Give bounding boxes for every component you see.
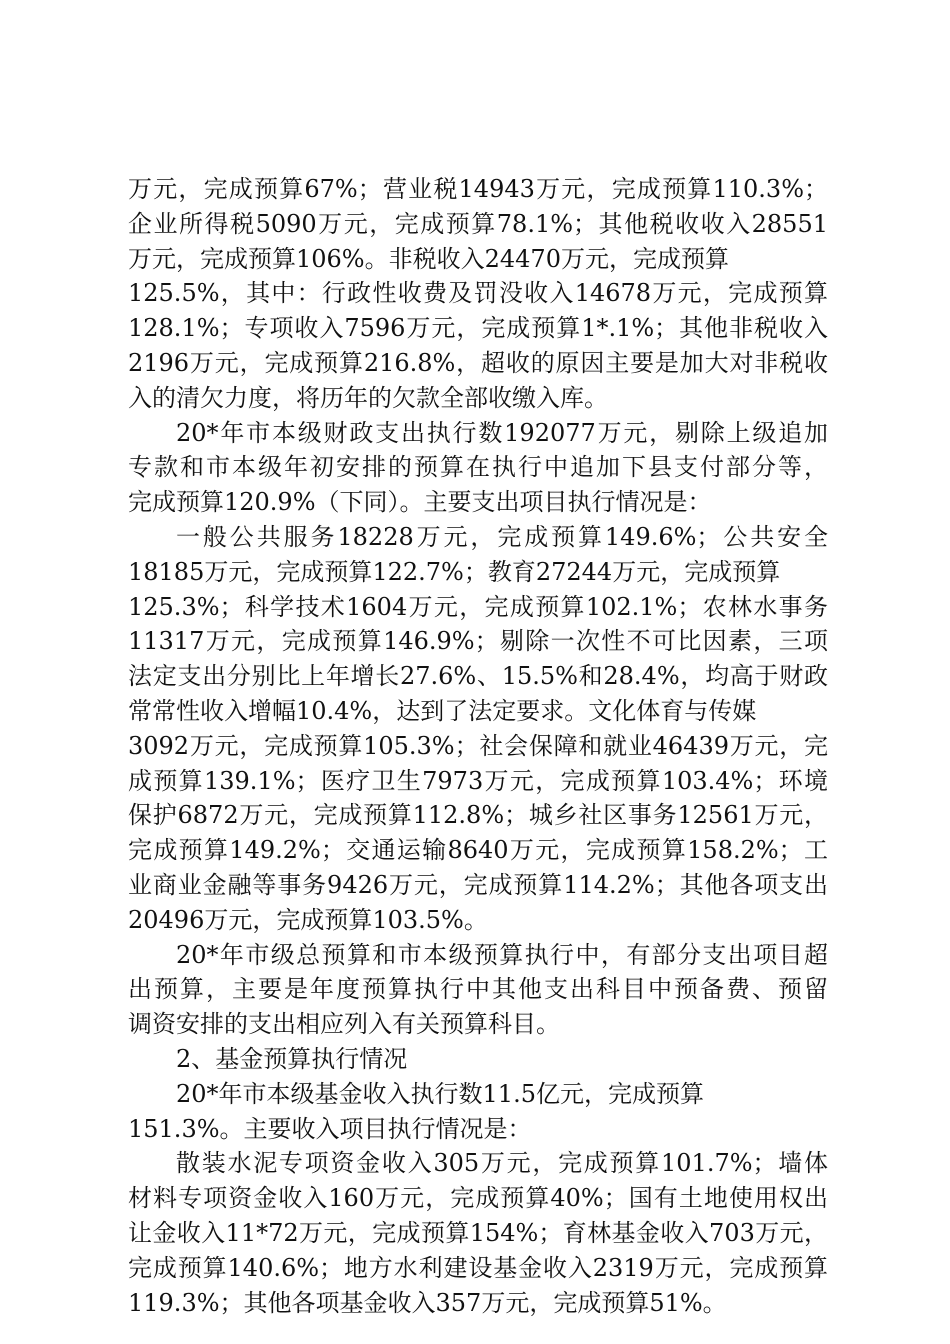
text-line: 让金收入11*72万元，完成预算154%；育林基金收入703万元， [128, 1218, 828, 1247]
text-line: 20*年市级总预算和市本级预算执行中，有部分支出项目超 [176, 940, 828, 969]
text-line: 法定支出分别比上年增长27.6%、15.5%和28.4%，均高于财政 [128, 662, 828, 691]
text-line: 151.3%。主要收入项目执行情况是： [128, 1114, 532, 1143]
text-line: 18185万元，完成预算122.7%；教育27244万元，完成预算 [128, 557, 781, 586]
text-line: 万元，完成预算67%；营业税14943万元，完成预算110.3%； [128, 175, 828, 203]
text-line: 一般公共服务18228万元，完成预算149.6%；公共安全 [176, 522, 828, 551]
text-line: 材料专项资金收入160万元，完成预算40%；国有土地使用权出 [128, 1184, 828, 1213]
text-line: 119.3%；其他各项基金收入357万元，完成预算51%。 [128, 1288, 727, 1317]
text-line: 125.5%，其中：行政性收费及罚没收入14678万元，完成预算 [128, 279, 828, 308]
text-line: 完成预算140.6%；地方水利建设基金收入2319万元，完成预算 [128, 1253, 828, 1282]
text-line: 常常性收入增幅10.4%，达到了法定要求。文化体育与传媒 [128, 696, 757, 725]
text-line: 万元，完成预算106%。非税收入24470万元，完成预算 [128, 244, 729, 273]
text-line: 20496万元，完成预算103.5%。 [128, 905, 488, 934]
text-line: 散装水泥专项资金收入305万元，完成预算101.7%；墙体 [176, 1149, 828, 1178]
text-line: 11317万元，完成预算146.9%；剔除一次性不可比因素，三项 [128, 627, 828, 656]
text-line: 3092万元，完成预算105.3%；社会保障和就业46439万元，完 [128, 731, 828, 760]
text-line: 保护6872万元，完成预算112.8%；城乡社区事务12561万元， [128, 801, 828, 830]
text-line: 20*年市本级基金收入执行数11.5亿元，完成预算 [176, 1079, 704, 1108]
text-line: 完成预算120.9%（下同）。主要支出项目执行情况是： [128, 488, 712, 517]
text-line: 专款和市本级年初安排的预算在执行中追加下县支付部分等， [128, 453, 828, 482]
text-line: 出预算，主要是年度预算执行中其他支出科目中预备费、预留 [128, 975, 828, 1004]
body-text [128, 172, 828, 1320]
text-line: 完成预算149.2%；交通运输8640万元，完成预算158.2%；工 [128, 836, 828, 865]
text-line: 2196万元，完成预算216.8%，超收的原因主要是加大对非税收 [128, 348, 828, 377]
text-line: 2、基金预算执行情况 [176, 1044, 408, 1073]
text-line: 业商业金融等事务9426万元，完成预算114.2%；其他各项支出 [128, 870, 828, 899]
text-line: 20*年市本级财政支出执行数192077万元，剔除上级追加 [176, 418, 828, 447]
text-line: 企业所得税5090万元，完成预算78.1%；其他税收收入28551 [128, 209, 828, 238]
text-line: 成预算139.1%；医疗卫生7973万元，完成预算103.4%；环境 [128, 766, 828, 795]
text-line: 调资安排的支出相应列入有关预算科目。 [128, 1010, 560, 1039]
text-line: 128.1%；专项收入7596万元，完成预算1*.1%；其他非税收入 [128, 314, 828, 343]
text-line: 入的清欠力度，将历年的欠款全部收缴入库。 [128, 383, 608, 412]
text-line: 125.3%；科学技术1604万元，完成预算102.1%；农林水事务 [128, 592, 828, 621]
